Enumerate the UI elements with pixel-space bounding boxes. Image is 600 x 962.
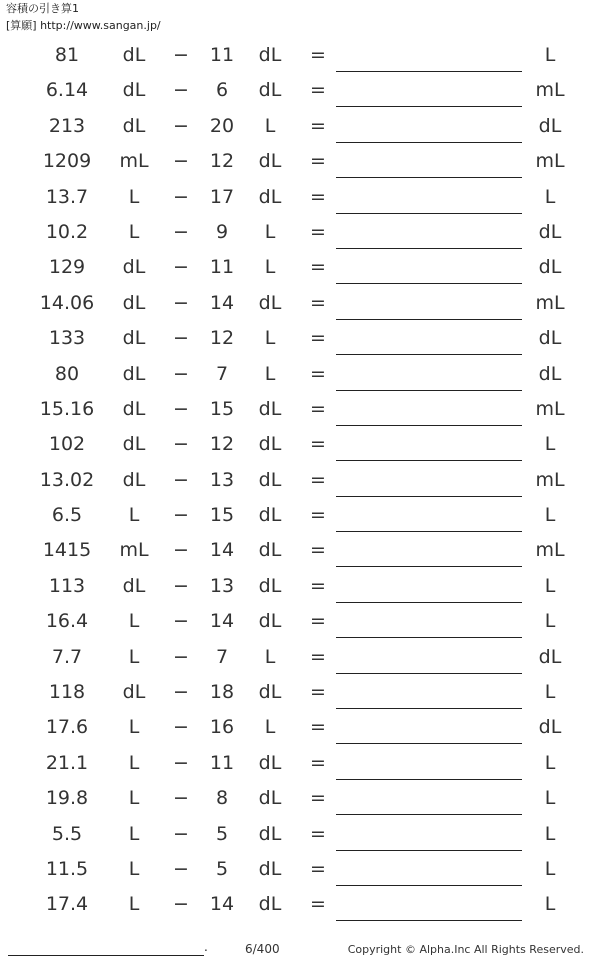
second-unit: L	[264, 327, 276, 350]
first-unit: dL	[122, 574, 146, 597]
equals-sign: =	[310, 44, 326, 66]
first-unit: dL	[122, 362, 146, 385]
second-value: 15	[209, 504, 235, 527]
equals-sign: =	[310, 79, 326, 102]
second-value: 18	[209, 681, 235, 704]
second-unit: dL	[258, 433, 282, 456]
answer-blank[interactable]	[336, 708, 522, 709]
page-number: 6/400	[245, 942, 280, 956]
equals-sign: =	[310, 397, 326, 420]
first-value: 10.2	[45, 220, 89, 243]
minus-sign: −	[173, 220, 189, 243]
equals-sign: =	[310, 574, 326, 597]
problem-list	[0, 38, 600, 923]
second-unit: dL	[258, 857, 282, 880]
equals-sign: =	[310, 610, 326, 633]
problem-row	[0, 38, 600, 73]
first-value: 14.06	[39, 291, 95, 314]
answer-unit: L	[544, 822, 556, 845]
first-unit: dL	[122, 327, 146, 350]
minus-sign: −	[173, 433, 189, 456]
answer-unit: L	[544, 504, 556, 527]
first-value: 6.14	[45, 79, 89, 102]
second-value: 7	[215, 362, 229, 385]
first-unit: L	[128, 822, 140, 845]
problem-row	[0, 321, 600, 356]
second-unit: dL	[258, 468, 282, 491]
first-unit: L	[128, 857, 140, 880]
equals-sign: =	[310, 362, 326, 385]
equals-sign: =	[310, 114, 326, 137]
answer-blank[interactable]	[336, 531, 522, 532]
minus-sign: −	[173, 362, 189, 385]
first-value: 113	[48, 574, 86, 597]
first-value: 213	[48, 114, 86, 137]
first-unit: dL	[122, 397, 146, 420]
first-unit: dL	[122, 114, 146, 137]
problem-row	[0, 180, 600, 215]
problem-row	[0, 392, 600, 427]
first-value: 19.8	[45, 787, 89, 810]
answer-blank[interactable]	[336, 850, 522, 851]
minus-sign: −	[173, 291, 189, 314]
first-value: 5.5	[51, 822, 83, 845]
first-unit: L	[128, 610, 140, 633]
first-value: 7.7	[51, 645, 83, 668]
answer-unit: mL	[535, 291, 565, 314]
answer-blank[interactable]	[336, 566, 522, 567]
minus-sign: −	[173, 468, 189, 491]
answer-blank[interactable]	[336, 743, 522, 744]
minus-sign: −	[173, 574, 189, 597]
equals-sign: =	[310, 220, 326, 243]
answer-unit: L	[544, 44, 556, 66]
answer-unit: L	[544, 893, 556, 916]
minus-sign: −	[173, 539, 189, 562]
second-unit: dL	[258, 185, 282, 208]
second-value: 14	[209, 291, 235, 314]
minus-sign: −	[173, 787, 189, 810]
answer-blank[interactable]	[336, 779, 522, 780]
answer-blank[interactable]	[336, 213, 522, 214]
first-value: 17.4	[45, 893, 89, 916]
equals-sign: =	[310, 327, 326, 350]
problem-row	[0, 887, 600, 922]
minus-sign: −	[173, 150, 189, 173]
problem-row	[0, 498, 600, 533]
first-unit: L	[128, 787, 140, 810]
minus-sign: −	[173, 256, 189, 279]
first-value: 129	[48, 256, 86, 279]
second-value: 12	[209, 150, 235, 173]
second-unit: L	[264, 114, 276, 137]
equals-sign: =	[310, 751, 326, 774]
first-unit: L	[128, 716, 140, 739]
second-value: 14	[209, 893, 235, 916]
minus-sign: −	[173, 610, 189, 633]
first-unit: mL	[119, 539, 149, 562]
answer-unit: dL	[538, 645, 562, 668]
first-unit: dL	[122, 79, 146, 102]
equals-sign: =	[310, 185, 326, 208]
second-unit: dL	[258, 893, 282, 916]
problem-row	[0, 533, 600, 568]
second-value: 9	[215, 220, 229, 243]
problem-row	[0, 109, 600, 144]
first-value: 16.4	[45, 610, 89, 633]
answer-blank[interactable]	[336, 142, 522, 143]
answer-unit: L	[544, 574, 556, 597]
second-value: 11	[209, 751, 235, 774]
second-value: 13	[209, 468, 235, 491]
second-value: 7	[215, 645, 229, 668]
minus-sign: −	[173, 681, 189, 704]
second-unit: dL	[258, 822, 282, 845]
minus-sign: −	[173, 893, 189, 916]
second-unit: dL	[258, 610, 282, 633]
equals-sign: =	[310, 256, 326, 279]
answer-blank[interactable]	[336, 920, 522, 921]
problem-row	[0, 144, 600, 179]
second-value: 11	[209, 44, 235, 66]
second-value: 14	[209, 539, 235, 562]
answer-unit: dL	[538, 716, 562, 739]
answer-blank[interactable]	[336, 425, 522, 426]
answer-unit: L	[544, 751, 556, 774]
problem-row	[0, 73, 600, 108]
second-unit: dL	[258, 79, 282, 102]
first-unit: L	[128, 645, 140, 668]
equals-sign: =	[310, 893, 326, 916]
problem-row	[0, 604, 600, 639]
answer-unit: dL	[538, 114, 562, 137]
second-unit: L	[264, 645, 276, 668]
second-unit: dL	[258, 681, 282, 704]
second-unit: dL	[258, 44, 282, 66]
answer-blank[interactable]	[336, 637, 522, 638]
first-unit: dL	[122, 468, 146, 491]
minus-sign: −	[173, 822, 189, 845]
first-value: 6.5	[51, 504, 83, 527]
second-value: 13	[209, 574, 235, 597]
second-unit: dL	[258, 504, 282, 527]
second-value: 11	[209, 256, 235, 279]
minus-sign: −	[173, 327, 189, 350]
first-value: 17.6	[45, 716, 89, 739]
first-value: 1209	[42, 150, 92, 173]
problem-row	[0, 427, 600, 462]
second-unit: dL	[258, 539, 282, 562]
equals-sign: =	[310, 433, 326, 456]
answer-blank[interactable]	[336, 814, 522, 815]
answer-unit: mL	[535, 150, 565, 173]
problem-row	[0, 817, 600, 852]
second-unit: dL	[258, 291, 282, 314]
second-value: 20	[209, 114, 235, 137]
problem-row	[0, 852, 600, 887]
answer-unit: dL	[538, 362, 562, 385]
answer-unit: mL	[535, 468, 565, 491]
first-unit: mL	[119, 150, 149, 173]
second-unit: dL	[258, 150, 282, 173]
answer-unit: L	[544, 787, 556, 810]
answer-blank[interactable]	[336, 177, 522, 178]
minus-sign: −	[173, 857, 189, 880]
name-line	[8, 955, 204, 956]
minus-sign: −	[173, 44, 189, 66]
first-value: 80	[54, 362, 80, 385]
answer-blank[interactable]	[336, 319, 522, 320]
first-unit: L	[128, 185, 140, 208]
equals-sign: =	[310, 645, 326, 668]
second-unit: L	[264, 256, 276, 279]
equals-sign: =	[310, 787, 326, 810]
answer-blank[interactable]	[336, 248, 522, 249]
second-value: 15	[209, 397, 235, 420]
answer-unit: L	[544, 681, 556, 704]
second-value: 16	[209, 716, 235, 739]
answer-unit: dL	[538, 327, 562, 350]
minus-sign: −	[173, 397, 189, 420]
first-unit: dL	[122, 681, 146, 704]
second-unit: dL	[258, 751, 282, 774]
equals-sign: =	[310, 539, 326, 562]
second-value: 12	[209, 433, 235, 456]
first-unit: dL	[122, 433, 146, 456]
second-unit: dL	[258, 787, 282, 810]
answer-blank[interactable]	[336, 283, 522, 284]
equals-sign: =	[310, 504, 326, 527]
first-unit: L	[128, 504, 140, 527]
copyright: Copyright © Alpha.Inc All Rights Reserved.	[347, 943, 584, 956]
minus-sign: −	[173, 504, 189, 527]
second-unit: L	[264, 362, 276, 385]
source-url: [算願] http://www.sangan.jp/	[6, 19, 161, 32]
problem-row	[0, 781, 600, 816]
problem-row	[0, 463, 600, 498]
footer-dot: .	[204, 940, 208, 954]
second-unit: dL	[258, 397, 282, 420]
answer-unit: mL	[535, 539, 565, 562]
first-unit: L	[128, 220, 140, 243]
answer-blank[interactable]	[336, 885, 522, 886]
second-value: 6	[215, 79, 229, 102]
minus-sign: −	[173, 185, 189, 208]
problem-row	[0, 357, 600, 392]
answer-unit: mL	[535, 79, 565, 102]
second-value: 12	[209, 327, 235, 350]
first-value: 13.02	[39, 468, 95, 491]
minus-sign: −	[173, 751, 189, 774]
first-value: 102	[48, 433, 86, 456]
equals-sign: =	[310, 291, 326, 314]
problem-row	[0, 746, 600, 781]
first-unit: dL	[122, 44, 146, 66]
problem-row	[0, 569, 600, 604]
worksheet-title: 容積の引き算1	[6, 2, 79, 15]
problem-row	[0, 215, 600, 250]
answer-blank[interactable]	[336, 354, 522, 355]
answer-unit: L	[544, 610, 556, 633]
first-unit: L	[128, 751, 140, 774]
problem-row	[0, 286, 600, 321]
equals-sign: =	[310, 716, 326, 739]
problem-row	[0, 675, 600, 710]
answer-unit: mL	[535, 397, 565, 420]
first-value: 13.7	[45, 185, 89, 208]
second-unit: L	[264, 716, 276, 739]
problem-row	[0, 640, 600, 675]
second-unit: dL	[258, 574, 282, 597]
answer-unit: dL	[538, 256, 562, 279]
answer-blank[interactable]	[336, 496, 522, 497]
minus-sign: −	[173, 645, 189, 668]
equals-sign: =	[310, 150, 326, 173]
first-unit: L	[128, 893, 140, 916]
equals-sign: =	[310, 822, 326, 845]
answer-unit: dL	[538, 220, 562, 243]
second-value: 5	[215, 857, 229, 880]
equals-sign: =	[310, 681, 326, 704]
first-value: 133	[48, 327, 86, 350]
first-value: 15.16	[39, 397, 95, 420]
equals-sign: =	[310, 468, 326, 491]
answer-unit: L	[544, 433, 556, 456]
first-value: 21.1	[45, 751, 89, 774]
answer-blank[interactable]	[336, 71, 522, 72]
minus-sign: −	[173, 716, 189, 739]
second-value: 5	[215, 822, 229, 845]
footer	[0, 938, 600, 962]
answer-blank[interactable]	[336, 390, 522, 391]
first-unit: dL	[122, 291, 146, 314]
second-value: 14	[209, 610, 235, 633]
equals-sign: =	[310, 857, 326, 880]
first-value: 1415	[42, 539, 92, 562]
minus-sign: −	[173, 79, 189, 102]
minus-sign: −	[173, 114, 189, 137]
first-value: 11.5	[45, 857, 89, 880]
answer-blank[interactable]	[336, 602, 522, 603]
second-value: 17	[209, 185, 235, 208]
answer-unit: L	[544, 185, 556, 208]
answer-blank[interactable]	[336, 106, 522, 107]
first-value: 81	[54, 44, 80, 66]
answer-blank[interactable]	[336, 460, 522, 461]
first-unit: dL	[122, 256, 146, 279]
answer-blank[interactable]	[336, 673, 522, 674]
problem-row	[0, 250, 600, 285]
second-unit: L	[264, 220, 276, 243]
problem-row	[0, 710, 600, 745]
first-value: 118	[48, 681, 86, 704]
answer-unit: L	[544, 857, 556, 880]
second-value: 8	[215, 787, 229, 810]
